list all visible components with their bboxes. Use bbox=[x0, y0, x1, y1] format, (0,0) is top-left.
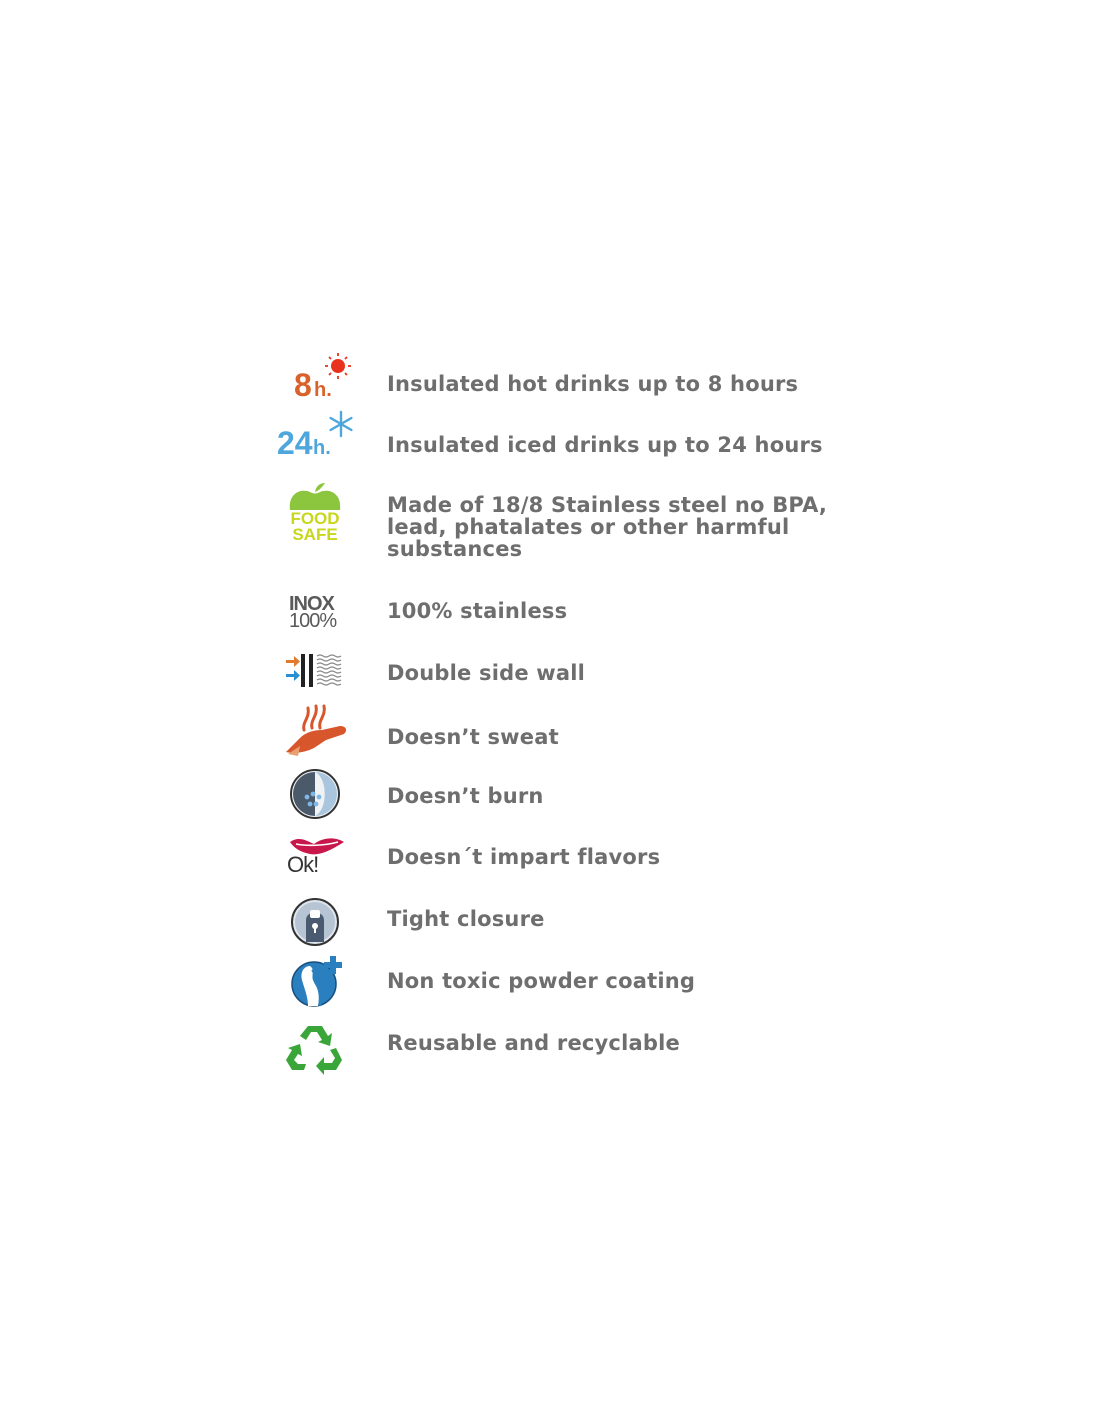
no-sweat-icon bbox=[270, 696, 360, 760]
feature-label: Tight closure bbox=[387, 907, 545, 931]
apple-icon bbox=[290, 483, 340, 510]
arrow-blue-icon bbox=[286, 670, 300, 681]
ok-text: Ok! bbox=[287, 852, 319, 877]
feature-label: Non toxic powder coating bbox=[387, 969, 696, 993]
food-safe-icon bbox=[270, 480, 360, 544]
inox-percent: 100% bbox=[289, 610, 337, 632]
feature-label: 100% stainless bbox=[387, 599, 568, 623]
cold-24h-number: 24 bbox=[277, 425, 313, 461]
non-toxic-icon bbox=[270, 952, 360, 1016]
food-text: FOOD bbox=[290, 509, 340, 528]
cold-24h-unit: h. bbox=[313, 437, 331, 459]
inox-icon bbox=[270, 582, 360, 646]
hot-8h-unit: h. bbox=[314, 379, 332, 401]
tight-closure-icon bbox=[270, 890, 360, 954]
no-burn-icon bbox=[270, 764, 360, 828]
feature-label: Reusable and recyclable bbox=[387, 1031, 680, 1055]
snowflake-icon bbox=[331, 412, 352, 436]
wave-lines-icon bbox=[317, 655, 341, 685]
recycle-icon bbox=[270, 1016, 360, 1080]
no-flavor-icon bbox=[270, 826, 360, 890]
inox-text: INOX bbox=[289, 593, 334, 615]
hot-8h-icon bbox=[270, 346, 360, 410]
feature-label: Doesn’t sweat bbox=[387, 725, 559, 749]
feature-label: Made of 18/8 Stainless steel no BPA, lead, phatalates or other harmful substances bbox=[387, 493, 828, 561]
arrow-orange-icon bbox=[286, 656, 300, 667]
cold-24h-icon bbox=[270, 406, 360, 470]
feature-label: Doesn´t impart flavors bbox=[387, 845, 661, 869]
feature-label: Double side wall bbox=[387, 661, 586, 685]
hand-icon bbox=[286, 726, 346, 756]
sun-icon bbox=[325, 353, 351, 379]
safe-text: SAFE bbox=[292, 525, 338, 544]
heat-waves-icon bbox=[304, 706, 325, 730]
hot-8h-number: 8 bbox=[294, 367, 312, 403]
feature-label: Doesn’t burn bbox=[387, 784, 544, 808]
feature-label: Insulated hot drinks up to 8 hours bbox=[387, 372, 799, 396]
feature-label: Insulated iced drinks up to 24 hours bbox=[387, 433, 823, 457]
